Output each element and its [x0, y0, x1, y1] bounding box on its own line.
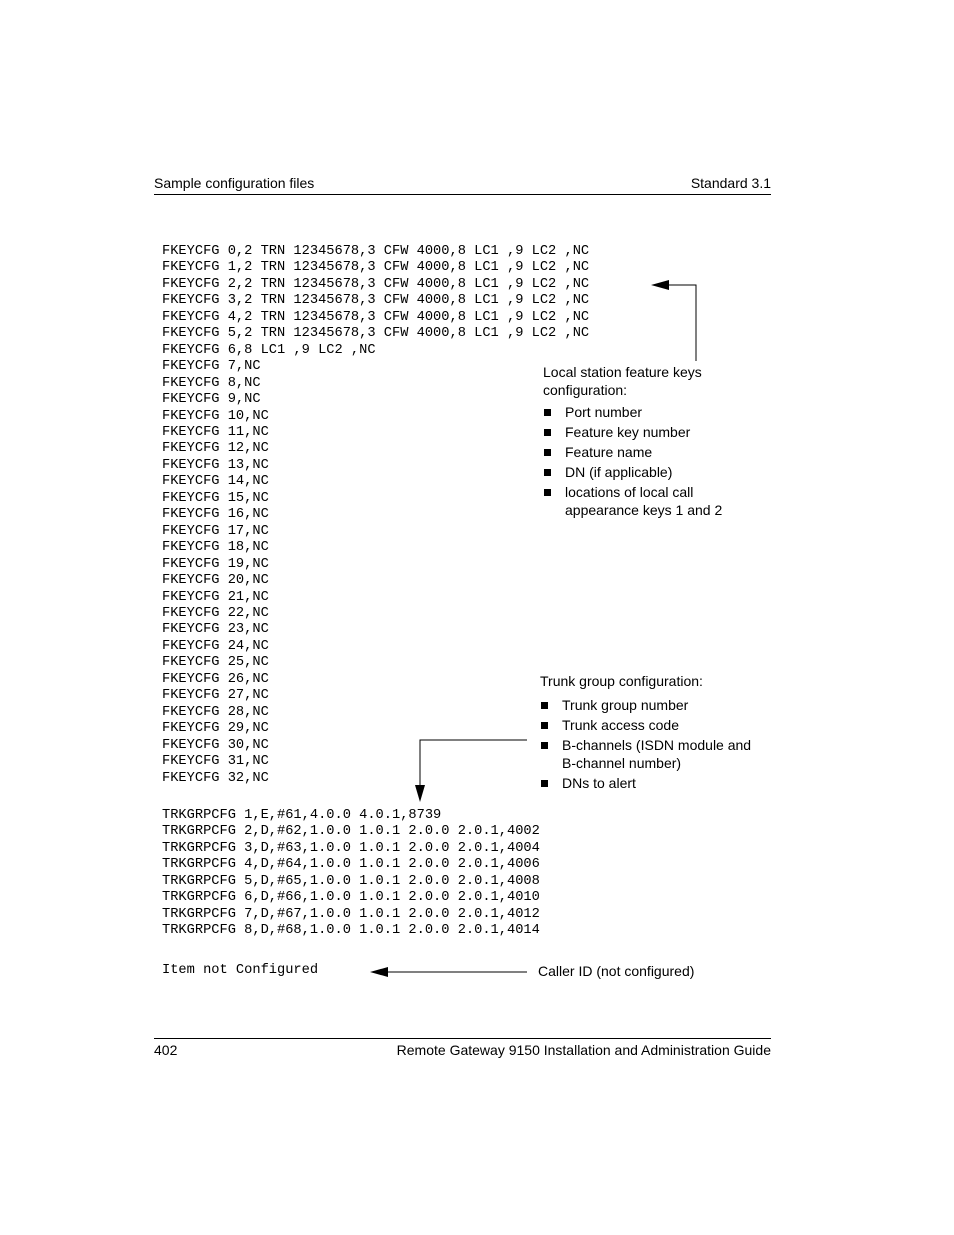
code-line: FKEYCFG 32,NC: [162, 770, 269, 786]
code-line: FKEYCFG 4,2 TRN 12345678,3 CFW 4000,8 LC1 ,9 LC2 ,NC: [162, 309, 590, 325]
footer-guide-title: Remote Gateway 9150 Installation and Administration Guide: [396, 1042, 771, 1058]
code-line: FKEYCFG 12,NC: [162, 441, 269, 457]
local-station-arrowhead-icon: [651, 280, 669, 290]
list-item: locations of local call appearance keys 1 and 2: [543, 484, 743, 519]
trunk-group-callout-line: [420, 740, 527, 786]
code-line: FKEYCFG 5,2 TRN 12345678,3 CFW 4000,8 LC1 ,9 LC2 ,NC: [162, 326, 590, 342]
code-line: FKEYCFG 27,NC: [162, 688, 269, 704]
code-line: FKEYCFG 31,NC: [162, 754, 269, 770]
trunk-group-note-title: Trunk group configuration:: [540, 673, 703, 689]
code-line: FKEYCFG 26,NC: [162, 671, 269, 687]
code-line: FKEYCFG 30,NC: [162, 737, 269, 753]
code-line: TRKGRPCFG 6,D,#66,1.0.0 1.0.1 2.0.0 2.0.1,4010: [162, 890, 540, 906]
code-line: FKEYCFG 2,2 TRN 12345678,3 CFW 4000,8 LC1 ,9 LC2 ,NC: [162, 276, 590, 292]
local-station-callout-line: [668, 285, 696, 361]
code-line: FKEYCFG 11,NC: [162, 424, 269, 440]
code-line: FKEYCFG 21,NC: [162, 589, 269, 605]
code-line: TRKGRPCFG 1,E,#61,4.0.0 4.0.1,8739: [162, 808, 442, 823]
list-item: Trunk access code: [540, 717, 760, 735]
code-line: FKEYCFG 20,NC: [162, 573, 269, 589]
code-line: TRKGRPCFG 4,D,#64,1.0.0 1.0.1 2.0.0 2.0.1,4006: [162, 857, 540, 873]
code-line: FKEYCFG 18,NC: [162, 540, 269, 556]
caller-id-note: Caller ID (not configured): [538, 963, 695, 979]
code-line: TRKGRPCFG 3,D,#63,1.0.0 1.0.1 2.0.0 2.0.1,4004: [162, 840, 540, 856]
list-item: B-channels (ISDN module and B-channel number): [540, 737, 760, 772]
code-line: FKEYCFG 16,NC: [162, 507, 269, 523]
code-line: FKEYCFG 9,NC: [162, 392, 261, 408]
list-item: Port number: [543, 404, 743, 422]
list-item: DNs to alert: [540, 775, 760, 793]
code-line: TRKGRPCFG 2,D,#62,1.0.0 1.0.1 2.0.0 2.0.1,4002: [162, 824, 540, 840]
code-line: FKEYCFG 3,2 TRN 12345678,3 CFW 4000,8 LC1 ,9 LC2 ,NC: [162, 293, 590, 309]
list-item: Trunk group number: [540, 697, 760, 715]
code-line: FKEYCFG 14,NC: [162, 474, 269, 490]
code-line: FKEYCFG 19,NC: [162, 556, 269, 572]
code-line: FKEYCFG 28,NC: [162, 704, 269, 720]
list-item: Feature key number: [543, 424, 743, 442]
code-line: FKEYCFG 29,NC: [162, 721, 269, 737]
code-line: FKEYCFG 23,NC: [162, 622, 269, 638]
code-line: FKEYCFG 17,NC: [162, 523, 269, 539]
code-line: FKEYCFG 22,NC: [162, 605, 269, 621]
header-section-title: Sample configuration files: [154, 175, 315, 191]
code-line: FKEYCFG 1,2 TRN 12345678,3 CFW 4000,8 LC1 ,9 LC2 ,NC: [162, 260, 590, 276]
code-line: FKEYCFG 10,NC: [162, 408, 269, 424]
trunk-group-arrowhead-icon: [415, 785, 425, 802]
code-line: FKEYCFG 8,NC: [162, 375, 261, 391]
page-number: 402: [154, 1042, 178, 1058]
code-line: TRKGRPCFG 8,D,#68,1.0.0 1.0.1 2.0.0 2.0.1,4014: [162, 923, 540, 939]
list-item: Feature name: [543, 444, 743, 462]
code-line: FKEYCFG 6,8 LC1 ,9 LC2 ,NC: [162, 342, 376, 358]
code-line: FKEYCFG 0,2 TRN 12345678,3 CFW 4000,8 LC1 ,9 LC2 ,NC: [162, 244, 590, 259]
code-line: TRKGRPCFG 7,D,#67,1.0.0 1.0.1 2.0.0 2.0.1,4012: [162, 906, 540, 922]
item-not-configured: Item not Configured: [162, 963, 319, 978]
code-line: FKEYCFG 13,NC: [162, 457, 269, 473]
caller-id-arrowhead-icon: [370, 967, 388, 977]
code-line: FKEYCFG 15,NC: [162, 490, 269, 506]
local-station-note-title: Local station feature keys configuration:: [543, 364, 702, 398]
code-line: FKEYCFG 25,NC: [162, 655, 269, 671]
footer-rule: [154, 1038, 771, 1039]
code-line: FKEYCFG 7,NC: [162, 359, 261, 375]
code-line: FKEYCFG 24,NC: [162, 638, 269, 654]
header-version: Standard 3.1: [690, 175, 771, 191]
code-line: TRKGRPCFG 5,D,#65,1.0.0 1.0.1 2.0.0 2.0.1,4008: [162, 873, 540, 889]
list-item: DN (if applicable): [543, 464, 743, 482]
